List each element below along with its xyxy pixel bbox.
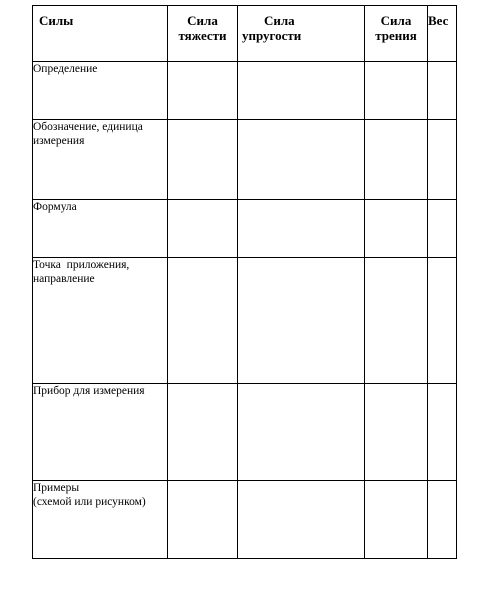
cell-empty: [168, 384, 238, 481]
row-label-line: Формула: [33, 201, 77, 213]
row-label-definition: [33, 62, 168, 120]
row-label-instrument: [33, 384, 168, 481]
cell-empty: [238, 384, 365, 481]
header-elastic: [238, 6, 365, 62]
row-label-examples: [33, 481, 168, 559]
cell-empty: [365, 384, 428, 481]
cell-empty: [428, 62, 457, 120]
cell-empty: [238, 120, 365, 200]
cell-empty: [428, 258, 457, 384]
cell-empty: [238, 258, 365, 384]
cell-empty: [168, 481, 238, 559]
header-friction: [365, 6, 428, 62]
cell-empty: [238, 481, 365, 559]
row-label-line: Точка приложения,: [33, 259, 130, 271]
row-label-line: Обозначение, единица: [33, 121, 143, 133]
cell-empty: [168, 200, 238, 258]
row-label-notation: [33, 120, 168, 200]
cell-empty: [365, 62, 428, 120]
table-row-application-point: [33, 258, 457, 384]
cell-empty: [365, 258, 428, 384]
header-row: [33, 6, 457, 62]
cell-empty: [428, 384, 457, 481]
table-row-formula: [33, 200, 457, 258]
row-label-application-point: [33, 258, 168, 384]
header-friction-line-1: Сила: [380, 13, 412, 28]
row-label-line: Определение: [33, 63, 98, 75]
header-weight: Вес: [428, 6, 457, 62]
row-label-line: направление: [33, 273, 95, 285]
header-gravity-line-2: тяжести: [178, 28, 227, 43]
header-forces: Силы: [33, 6, 168, 62]
row-label-line: Прибор для измерения: [33, 385, 145, 397]
cell-empty: [238, 62, 365, 120]
header-elastic-line-2: упругости: [242, 28, 302, 43]
row-label-formula: [33, 200, 168, 258]
cell-empty: [168, 120, 238, 200]
cell-empty: [168, 258, 238, 384]
header-elastic-line-1: Сила: [264, 13, 295, 28]
cell-empty: [365, 200, 428, 258]
table-row-examples: [33, 481, 457, 559]
table-row-definition: [33, 62, 457, 120]
header-friction-line-2: трения: [375, 28, 417, 43]
header-gravity: [168, 6, 238, 62]
row-label-line: (схемой или рисунком): [33, 496, 146, 508]
table-row-instrument: [33, 384, 457, 481]
cell-empty: [428, 481, 457, 559]
row-label-line: измерения: [33, 135, 85, 147]
cell-empty: [168, 62, 238, 120]
table-row-notation: [33, 120, 457, 200]
cell-empty: [428, 200, 457, 258]
header-gravity-line-1: Сила: [187, 13, 218, 28]
cell-empty: [428, 120, 457, 200]
cell-empty: [365, 481, 428, 559]
forces-table: [32, 5, 457, 559]
cell-empty: [238, 200, 365, 258]
cell-empty: [365, 120, 428, 200]
row-label-line: Примеры: [33, 482, 80, 494]
